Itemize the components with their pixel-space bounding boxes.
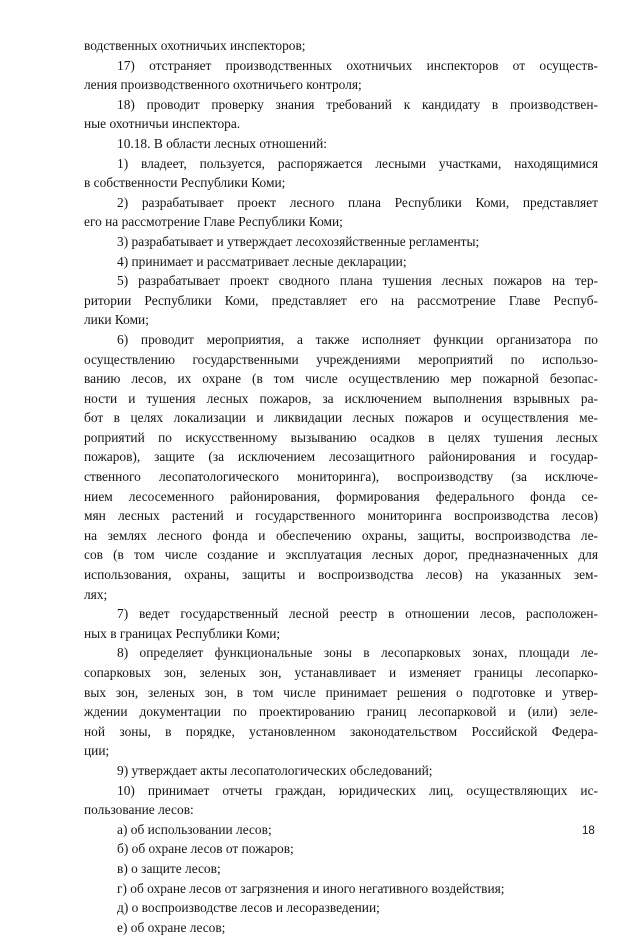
text-line: 9) утверждает акты лесопатологических обследований; [117,762,433,778]
text-line: 17) отстраняет производственных охотничьих инспекторов от осуществ- [117,57,598,73]
text-line: лях; [84,586,108,602]
text-line: ждении документации по проектированию границ лесопарковой и (или) зеле- [84,704,598,720]
text-line: водственных охотничьих инспекторов; [84,38,306,53]
text-line: сопарковых зон, зеленых зон, устанавливает и изменяет границы лесопарко- [84,665,598,680]
text-line: 4) принимает и рассматривает лесные декларации; [117,253,407,269]
text-line: 3) разрабатывает и утверждает лесохозяйственные регламенты; [117,233,480,249]
text-line: е) об охране лесов; [117,919,226,935]
text-line: роприятий по искусственному вызыванию осадков в целях тушения лесных [84,429,598,445]
text-line: ванию лесов, их охране (в том числе осуществлению мер пожарной безопас- [84,371,598,387]
text-line: 2) разрабатывает проект лесного плана Республики Коми, представляет [117,194,598,210]
text-line: мян лесных растений и государственного мониторинга воспроизводства лесов) [84,508,598,524]
text-line: ции; [84,743,110,759]
text-line: 5) разрабатывает проект сводного плана тушения лесных пожаров на тер- [117,273,598,289]
text-line: 8) определяет функциональные зоны в лесопарковых зонах, площади ле- [117,645,598,661]
body-text [84,36,598,937]
text-line: 7) ведет государственный лесной реестр в отношении лесов, расположен- [117,606,598,622]
text-line: пользование лесов: [84,802,194,818]
text-line: 10) принимает отчеты граждан, юридических лиц, осуществляющих ис- [117,782,598,798]
text-line: ритории Республики Коми, представляет его на рассмотрение Главе Респуб- [84,292,598,308]
text-line: вых зон, зеленых зон, в том числе принимает решения о подготовке и утвер- [84,684,598,700]
text-line: 6) проводит мероприятия, а также исполняет функции организатора по [117,331,598,347]
text-line: на землях лесного фонда и обеспечению охраны, защиты, воспроизводства ле- [84,527,598,543]
page-number: 18 [582,825,595,837]
text-line: использования, охраны, защиты и воспроизводства лесов) на указанных зем- [84,567,598,583]
text-line: г) об охране лесов от загрязнения и иного негативного воздействия; [117,880,505,896]
text-line: ности и тушения лесных пожаров, за исключением выполнения взрывных ра- [84,390,598,406]
text-line: 18) проводит проверку знания требований к кандидату в производствен- [117,96,598,112]
text-line: а) об использовании лесов; [117,821,272,837]
text-line: лики Коми; [84,312,149,328]
text-line: д) о воспроизводстве лесов и лесоразведении; [117,900,380,916]
text-line: 10.18. В области лесных отношений: [117,135,328,151]
text-line: пожаров), защите (за исключением лесозащитного районирования и государ- [84,449,598,465]
text-line: ных в границах Республики Коми; [84,625,281,641]
text-line: ления производственного охотничьего контроля; [84,77,362,93]
text-line: ной зоны, в порядке, установленном законодательством Российской Федера- [84,723,598,739]
text-line: его на рассмотрение Главе Республики Коми; [84,214,343,230]
text-line: ственного лесопатологического мониторинга), воспроизводству (за исключе- [84,469,598,485]
text-line: в) о защите лесов; [117,860,221,876]
text-line: сов (в том числе создание и эксплуатация лесных дорог, предназначенных для [84,547,598,563]
text-line: ные охотничьи инспектора. [84,116,241,132]
text-line: нием лесосеменного районирования, формирования федерального фонда се- [84,488,598,504]
text-line: осуществлению государственными учреждениями мероприятий по использо- [84,351,598,367]
text-line: бот в целях локализации и ликвидации лесных пожаров и осуществления ме- [84,410,598,426]
text-line: в собственности Республики Коми; [84,175,286,191]
text-line: б) об охране лесов от пожаров; [117,841,294,857]
text-line: 1) владеет, пользуется, распоряжается лесными участками, находящимися [117,155,598,171]
